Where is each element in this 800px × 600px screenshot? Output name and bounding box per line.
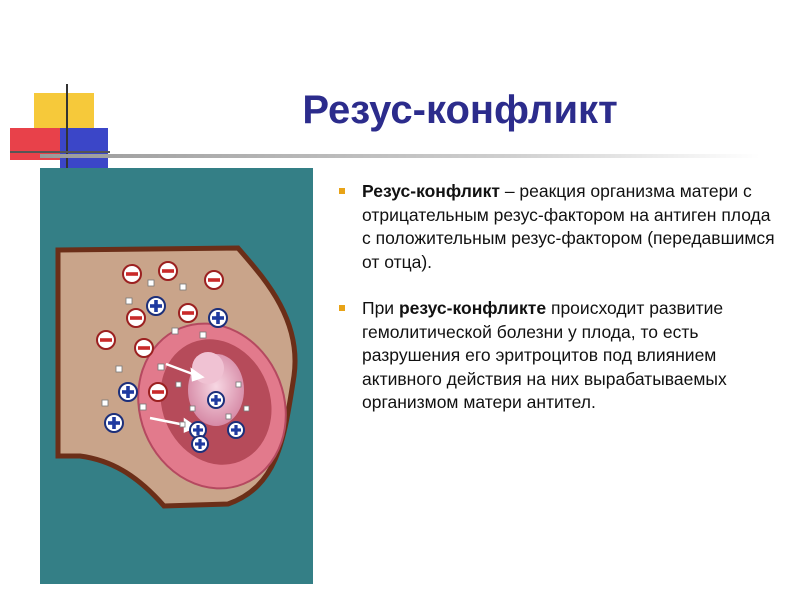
rhesus-illustration-svg [40, 168, 313, 584]
bullet-text: происходит развитие гемолитической болезни у плода, то есть разрушения его эритроцитов под влиянием активного действия на них вырабатываемых организмом матери антител. [362, 298, 727, 412]
title-divider [40, 154, 760, 158]
bullet-marker [339, 305, 345, 311]
bullet-item-1 [336, 180, 776, 274]
bullet-term: резус-конфликте [398, 298, 547, 318]
deco-horizontal-line [10, 151, 110, 153]
slide-title: Резус-конфликт [302, 88, 618, 132]
bullet-item-2 [336, 297, 776, 415]
bullet-lead: При [362, 298, 399, 318]
rhesus-illustration [40, 168, 313, 584]
bullet-term: Резус-конфликт [362, 181, 500, 201]
bullet-text: – реакция организма матери с отрицательным резус-фактором на антиген плода с положительным резус-фактором (передавшимся от отца). [362, 181, 775, 272]
bullet-marker [339, 188, 345, 194]
content-bullets [336, 180, 776, 415]
